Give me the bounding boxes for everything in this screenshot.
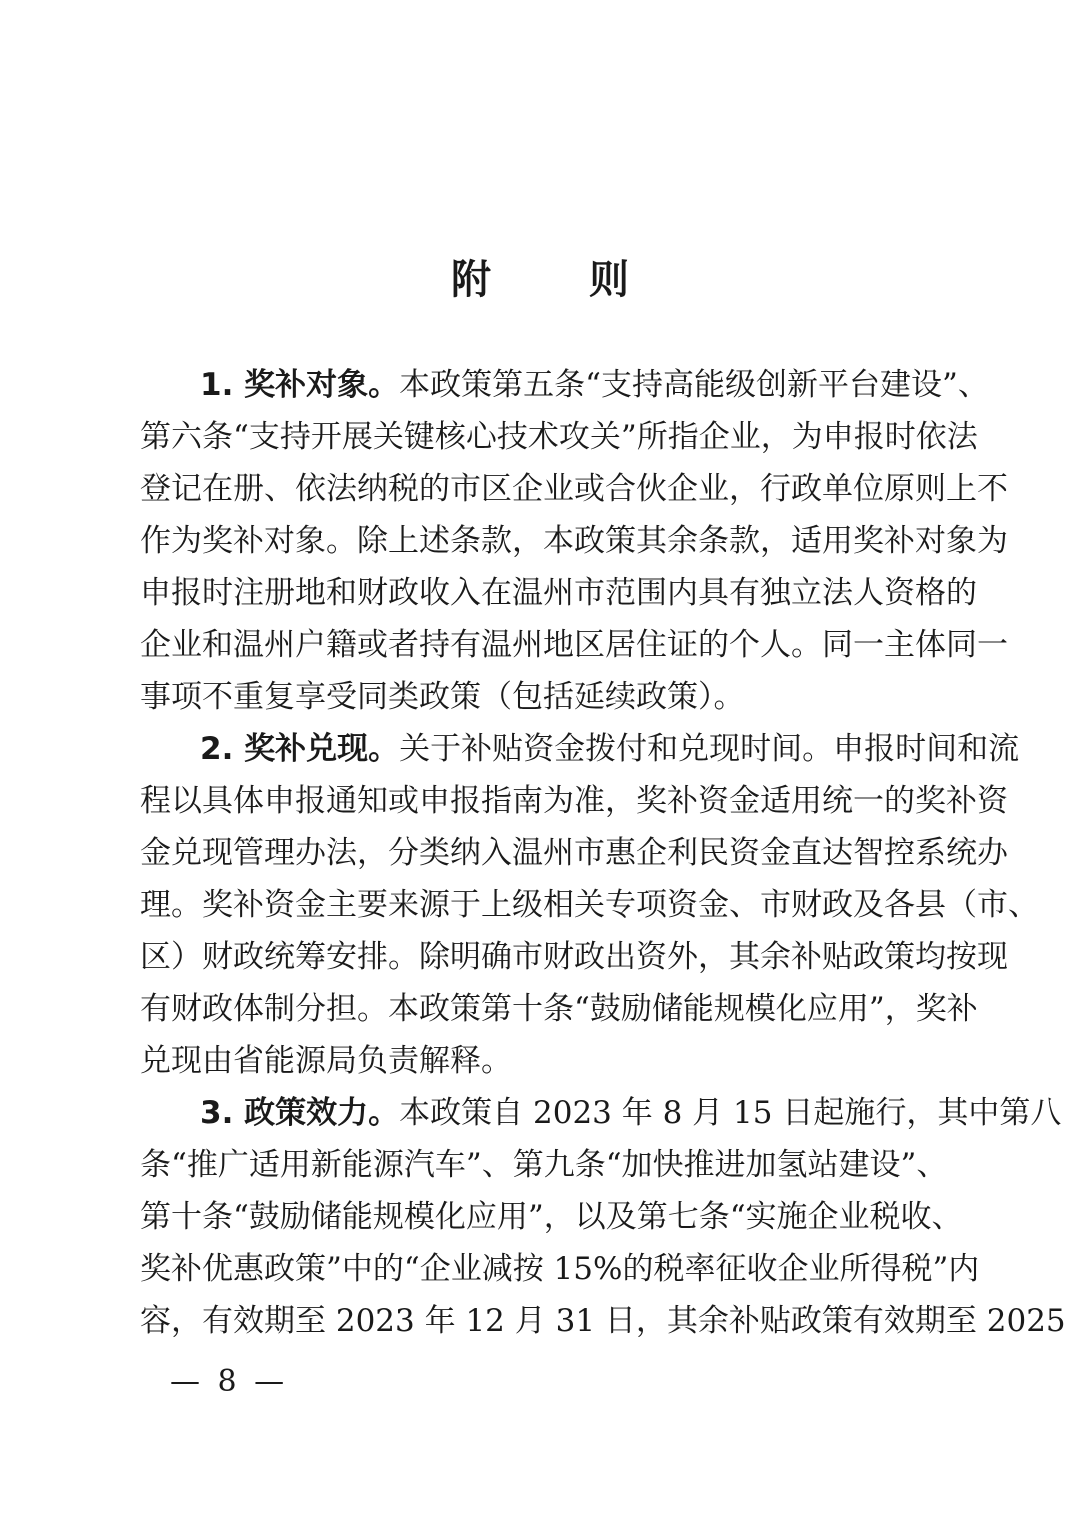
paragraph-2-line-2: 程以具体申报通知或申报指南为准，奖补资金适用统一的奖补资	[140, 783, 1008, 819]
paragraph-1-line-2: 第六条“支持开展关键核心技术攻关”所指企业，为申报时依法	[140, 419, 978, 455]
paragraph-2-line-1: 2. 奖补兑现。关于补贴资金拨付和兑现时间。申报时间和流	[200, 731, 1020, 767]
paragraph-1-line-7: 事项不重复享受同类政策（包括延续政策）。	[140, 679, 745, 715]
paragraph-2-heading: 2. 奖补兑现。	[200, 731, 400, 767]
paragraph-3-line-2: 条“推广适用新能源汽车”、第九条“加快推进加氢站建设”、	[140, 1147, 948, 1183]
paragraph-2-line-5: 区）财政统筹安排。除明确市财政出资外，其余补贴政策均按现	[140, 939, 1008, 975]
paragraph-1-heading: 1. 奖补对象。	[200, 367, 400, 403]
paragraph-3-line-4: 奖补优惠政策”中的“企业减按 15%的税率征收企业所得税”内	[140, 1251, 980, 1287]
paragraph-2-line-3: 金兑现管理办法，分类纳入温州市惠企利民资金直达智控系统办	[140, 835, 1008, 871]
paragraph-2-line-7: 兑现由省能源局负责解释。	[140, 1043, 512, 1079]
page-title: 附 则	[451, 257, 671, 303]
paragraph-2-line-6: 有财政体制分担。本政策第十条“鼓励储能规模化应用”，奖补	[140, 991, 978, 1027]
paragraph-1-line-3: 登记在册、依法纳税的市区企业或合伙企业，行政单位原则上不	[140, 471, 1008, 507]
paragraph-3-line-1: 3. 政策效力。本政策自 2023 年 8 月 15 日起施行，其中第八	[200, 1095, 1062, 1131]
paragraph-1-line-1: 1. 奖补对象。本政策第五条“支持高能级创新平台建设”、	[200, 367, 989, 403]
paragraph-2-line-4: 理。奖补资金主要来源于上级相关专项资金、市财政及各县（市、	[140, 887, 1039, 923]
paragraph-3-line-3: 第十条“鼓励储能规模化应用”，以及第七条“实施企业税收、	[140, 1199, 963, 1235]
paragraph-1-line-6: 企业和温州户籍或者持有温州地区居住证的个人。同一主体同一	[140, 627, 1008, 663]
page-number: — 8 —	[170, 1364, 289, 1399]
paragraph-1-line-5: 申报时注册地和财政收入在温州市范围内具有独立法人资格的	[140, 575, 977, 611]
paragraph-3-heading: 3. 政策效力。	[200, 1095, 400, 1131]
paragraph-3-line-5: 容，有效期至 2023 年 12 月 31 日，其余补贴政策有效期至 2025	[140, 1303, 1066, 1339]
paragraph-1-line-4: 作为奖补对象。除上述条款，本政策其余条款，适用奖补对象为	[140, 523, 1008, 559]
